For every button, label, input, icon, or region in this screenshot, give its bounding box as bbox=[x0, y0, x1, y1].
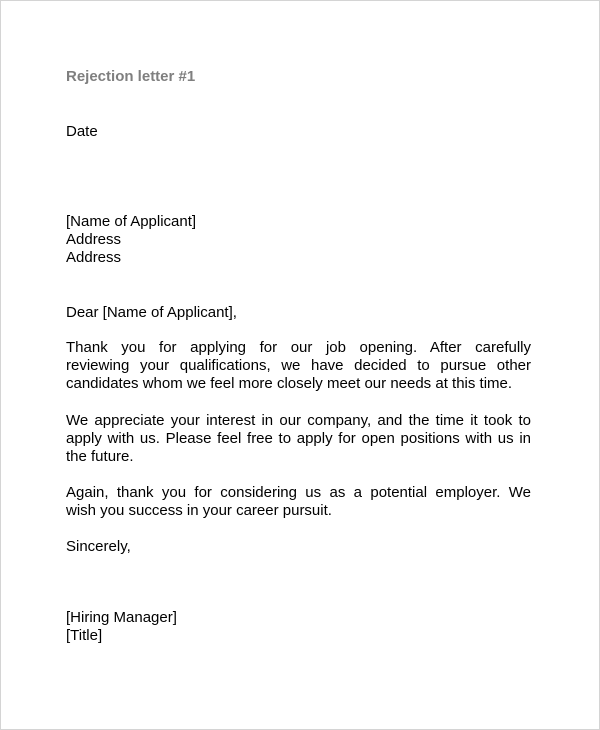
paragraph-line: candidates whom we feel more closely meet our needs at this time. bbox=[66, 375, 513, 392]
signer-name: [Hiring Manager] bbox=[66, 609, 177, 626]
paragraph-line: We appreciate your interest in our company, and the time it took to bbox=[66, 412, 531, 429]
body-paragraph-1 bbox=[66, 339, 531, 393]
closing: Sincerely, bbox=[66, 538, 131, 555]
signer-title: [Title] bbox=[66, 627, 103, 644]
date-line: Date bbox=[66, 123, 98, 140]
letter-heading: Rejection letter #1 bbox=[66, 68, 196, 85]
recipient-name: [Name of Applicant] bbox=[66, 213, 197, 230]
paragraph-line: Again, thank you for considering us as a potential employer. We bbox=[66, 484, 531, 501]
recipient-address-line-1: Address bbox=[66, 231, 122, 248]
paragraph-line: the future. bbox=[66, 448, 134, 465]
recipient-address-line-2: Address bbox=[66, 249, 122, 266]
paragraph-line: Thank you for applying for our job opening. After carefully bbox=[66, 339, 531, 356]
salutation: Dear [Name of Applicant], bbox=[66, 304, 237, 321]
paragraph-line: apply with us. Please feel free to apply for open positions with us in bbox=[66, 430, 531, 447]
paragraph-line: wish you success in your career pursuit. bbox=[66, 502, 332, 519]
paragraph-line: reviewing your qualifications, we have decided to pursue other bbox=[66, 357, 531, 374]
body-paragraph-2 bbox=[66, 412, 531, 466]
body-paragraph-3 bbox=[66, 484, 531, 520]
